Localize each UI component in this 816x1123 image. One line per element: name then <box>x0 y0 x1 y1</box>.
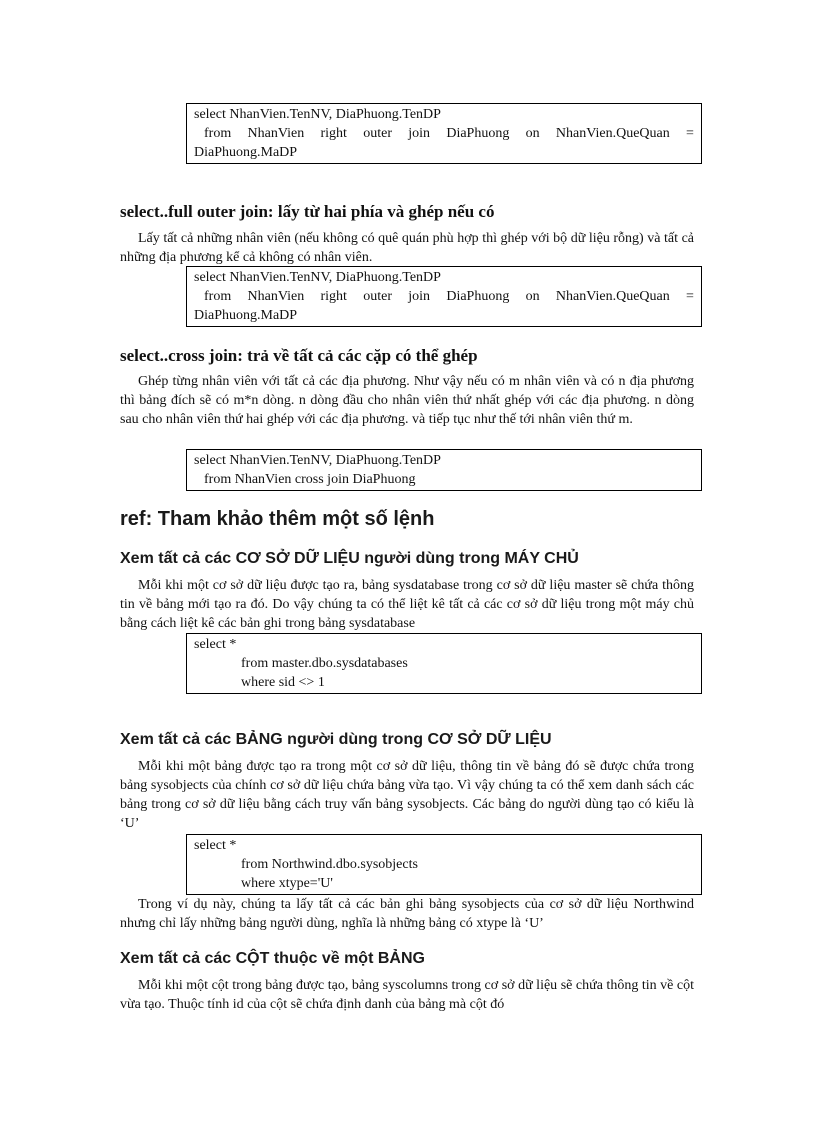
paragraph-cross-join: Ghép từng nhân viên với tất cả các địa phương. Như vậy nếu có m nhân viên và có n địa phương thì bảng đích sẽ có m*n dòng. n dòng đầu cho nhân viên thứ nhất ghép với các địa phương. n dòng sau cho nhân viên thứ hai ghép với các địa phương. và tiếp tục như thế tới nhân viên thứ m. <box>120 374 694 427</box>
paragraph-full-outer-join: Lấy tất cả những nhân viên (nếu không có quê quán phù hợp thì ghép với bộ dữ liệu rỗng) và tất cả những địa phương kể cả không có nhân viên. <box>120 231 694 265</box>
code-token: right <box>320 289 347 304</box>
code-line: select * <box>194 637 237 652</box>
code-line: DiaPhuong.MaDP <box>194 145 298 160</box>
code-token: NhanVien <box>247 289 305 304</box>
code-token: DiaPhuong <box>446 126 510 141</box>
code-line: from master.dbo.sysdatabases <box>241 656 408 671</box>
code-token: from <box>204 126 232 141</box>
code-token: join <box>408 289 431 304</box>
code-token: join <box>408 126 431 141</box>
code-line: select NhanVien.TenNV, DiaPhuong.TenDP <box>194 270 441 285</box>
code-line: select NhanVien.TenNV, DiaPhuong.TenDP <box>194 107 441 122</box>
section-heading-tables: Xem tất cả các BẢNG người dùng trong CƠ SỞ DỮ LIỆU <box>120 731 552 748</box>
code-line: where xtype='U' <box>241 876 333 891</box>
paragraph-databases: Mỗi khi một cơ sở dữ liệu được tạo ra, bảng sysdatabase trong cơ sở dữ liệu master sẽ chứa thông tin về bảng mới tạo ra đó. Do vậy chúng ta có thể liệt kê tất cả các cơ sở dữ liệu trong một máy chủ bằng cách liệt kê các bản ghi trong bảng sysdatabase <box>120 578 694 631</box>
code-line: from NhanVien cross join DiaPhuong <box>204 472 416 487</box>
code-block-sysdatabases <box>186 633 702 694</box>
code-token: NhanVien.QueQuan <box>555 126 670 141</box>
code-token: NhanVien.QueQuan <box>555 289 670 304</box>
code-line: from Northwind.dbo.sysobjects <box>241 857 418 872</box>
code-line: where sid <> 1 <box>241 675 325 690</box>
code-line: select NhanVien.TenNV, DiaPhuong.TenDP <box>194 453 441 468</box>
code-token: = <box>686 126 694 141</box>
code-line-justified <box>194 124 694 143</box>
paragraph-columns: Mỗi khi một cột trong bảng được tạo, bảng syscolumns trong cơ sở dữ liệu sẽ chứa thông tin về cột vừa tạo. Thuộc tính id của cột sẽ chứa định danh của bảng mà cột đó <box>120 978 694 1012</box>
ref-heading: ref: Tham khảo thêm một số lệnh <box>120 508 435 530</box>
section-heading-cross-join: select..cross join: trả về tất cả các cặp có thể ghép <box>120 346 478 365</box>
section-heading-databases: Xem tất cả các CƠ SỞ DỮ LIỆU người dùng trong MÁY CHỦ <box>120 550 579 567</box>
code-line: DiaPhuong.MaDP <box>194 308 298 323</box>
code-line-justified <box>194 287 694 306</box>
section-heading-full-outer-join: select..full outer join: lấy từ hai phía và ghép nếu có <box>120 202 495 221</box>
code-token: = <box>686 289 694 304</box>
paragraph-tables: Mỗi khi một bảng được tạo ra trong một cơ sở dữ liệu, thông tin về bảng đó sẽ được chứa trong bảng sysobjects của chính cơ sở dữ liệu chứa bảng vừa tạo. Vì vậy chúng ta có thể xem danh sách các bảng trong cơ sở dữ liệu bằng cách truy vấn bảng sysobjects. Các bảng do người dùng tạo có kiểu là ‘U’ <box>120 759 694 831</box>
paragraph-tables-explanation: Trong ví dụ này, chúng ta lấy tất cả các bản ghi bảng sysobjects của cơ sở dữ liệu Northwind nhưng chỉ lấy những bảng người dùng, nghĩa là những bảng có xtype là ‘U’ <box>120 897 694 931</box>
code-token: outer <box>363 126 392 141</box>
code-block-cross-join <box>186 449 702 491</box>
section-heading-columns: Xem tất cả các CỘT thuộc về một BẢNG <box>120 950 425 967</box>
code-token: outer <box>363 289 392 304</box>
code-token: NhanVien <box>247 126 305 141</box>
code-block-full-outer-join <box>186 266 702 327</box>
code-token: from <box>204 289 232 304</box>
code-token: on <box>525 289 540 304</box>
code-token: on <box>525 126 540 141</box>
code-block-sysobjects <box>186 834 702 895</box>
code-token: DiaPhuong <box>446 289 510 304</box>
code-token: right <box>320 126 347 141</box>
code-block-right-outer-join <box>186 103 702 164</box>
code-line: select * <box>194 838 237 853</box>
